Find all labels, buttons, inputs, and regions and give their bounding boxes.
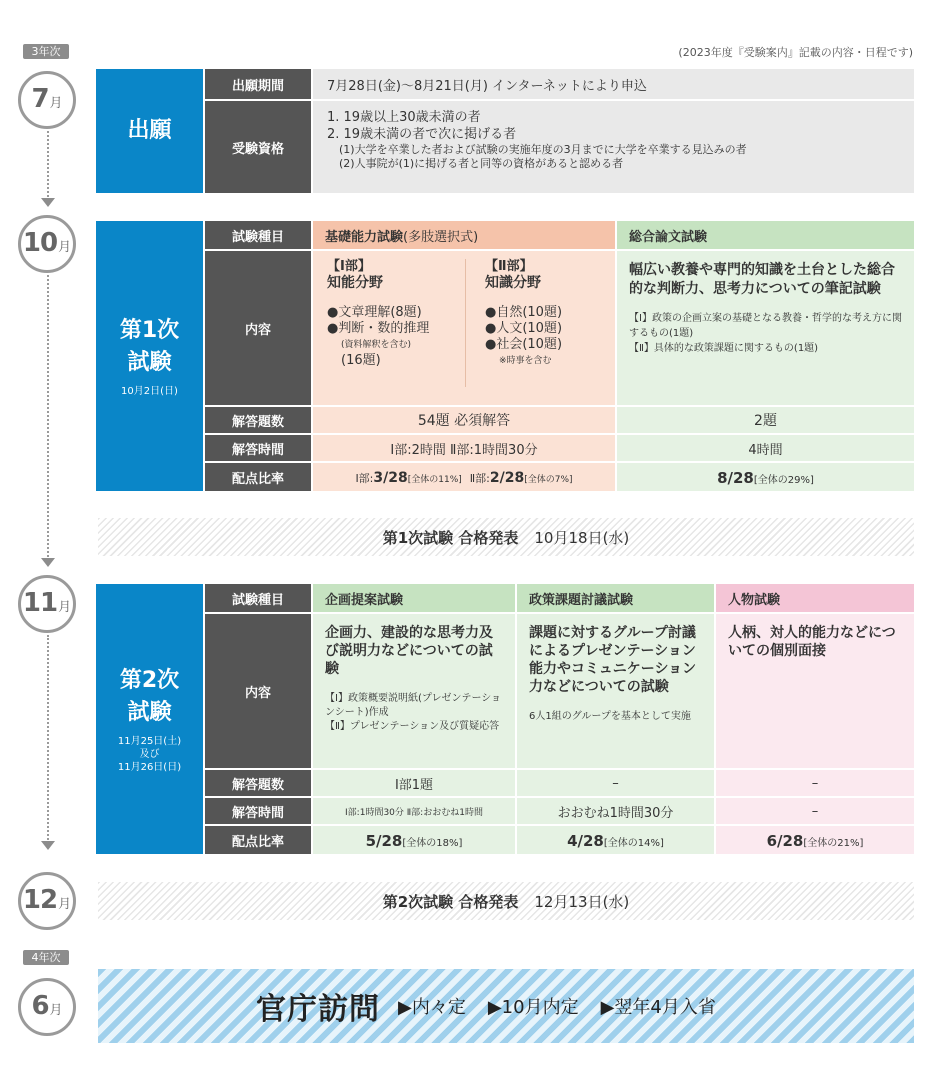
basic-test-name: 基礎能力試験 — [325, 229, 404, 245]
part2-tag: 【Ⅱ部】 — [485, 259, 533, 274]
plan-time-text: Ⅰ部:1時間30分 Ⅱ部:おおむね1時間 — [345, 807, 483, 818]
first-result-date: 10月18日(水) — [534, 528, 630, 547]
second-content-header: 内容 — [205, 614, 311, 768]
month-circle-oct — [18, 215, 76, 273]
part2-note: ※時事を含む — [499, 356, 552, 366]
essay-time-text: 4時間 — [748, 442, 783, 458]
part2-block — [475, 259, 611, 405]
first-result-label: 第1次試験 合格発表 — [382, 528, 519, 547]
timeline-line — [47, 635, 49, 840]
timeline-arrow — [41, 198, 55, 207]
first-result-strip — [98, 518, 914, 556]
interview-description: 人柄、対人的能力などについての個別面接 — [728, 625, 896, 659]
essay-item: 【Ⅱ】具体的な政策課題に関するもの(1題) — [629, 343, 819, 354]
basic-test-sub: (多肢選択式) — [403, 229, 479, 245]
application-label — [96, 69, 203, 193]
policy-ratio — [517, 826, 714, 854]
interview-count — [716, 770, 914, 796]
basic-time-text: Ⅰ部:2時間 Ⅱ部:1時間30分 — [390, 442, 538, 458]
timeline-arrow — [41, 841, 55, 850]
qualification-subitem: (2)人事院が(1)に掲げる者と同等の資格があると認める者 — [339, 157, 624, 170]
timeline-line — [47, 131, 49, 197]
first-type-header: 試験種目 — [205, 221, 311, 249]
basic-test-header — [313, 221, 615, 249]
month-circle-jul — [18, 71, 76, 129]
interview-time-text: – — [811, 803, 819, 819]
plan-time — [313, 798, 515, 824]
interview-time — [716, 798, 914, 824]
part1-block — [327, 259, 475, 405]
second-result-strip — [98, 882, 914, 920]
essay-count-text: 2題 — [754, 413, 777, 429]
part1-item: ●判断・数的推理 — [327, 321, 430, 336]
part1-tag: 【Ⅰ部】 — [327, 259, 371, 274]
part2-item: ●人文(10題) — [485, 321, 563, 336]
second-exam-date-and: 及び — [139, 748, 160, 760]
period-text: 7月28日(金)〜8月21日(月) インターネットにより申込 — [327, 78, 647, 94]
first-exam-date: 10月2日(日) — [121, 385, 178, 397]
first-ratio-header: 配点比率 — [205, 463, 311, 491]
part1-note: (資料解釈を含む) — [341, 340, 412, 350]
essay-count — [617, 407, 914, 433]
basic-ratio — [313, 463, 615, 491]
part-divider — [465, 259, 466, 387]
interview-count-text: – — [811, 775, 819, 791]
period-header: 出願期間 — [205, 69, 311, 99]
second-exam-title-2: 試験 — [127, 699, 172, 725]
source-note: (2023年度『受験案内』記載の内容・日程です) — [678, 46, 913, 59]
year-tag-3: 3年次 — [23, 44, 69, 59]
part2-item: ●自然(10題) — [485, 305, 563, 320]
first-exam-title: 第1次 — [119, 317, 180, 343]
essay-ratio — [617, 463, 914, 491]
first-count-header: 解答題数 — [205, 407, 311, 433]
ratio-value: 2/28 — [489, 470, 525, 486]
first-time-header: 解答時間 — [205, 435, 311, 461]
plan-test-header — [313, 584, 515, 612]
policy-item: 6人1組のグループを基本として実施 — [529, 711, 691, 722]
part2-item: ●社会(10題) — [485, 337, 563, 352]
plan-count-text: Ⅰ部1題 — [394, 777, 434, 793]
qualification-value — [313, 101, 914, 193]
ratio-share: [全体の11%] — [407, 475, 462, 485]
second-result-label: 第2次試験 合格発表 — [382, 892, 519, 911]
month-unit: 月 — [49, 96, 63, 111]
policy-time — [517, 798, 714, 824]
policy-description: 課題に対するグループ討議によるプレゼンテーション能力やコミュニケーション力などについての試験 — [529, 625, 697, 695]
plan-item: 【Ⅱ】プレゼンテーション及び質疑応答 — [325, 721, 500, 732]
second-type-header: 試験種目 — [205, 584, 311, 612]
ratio-value: 8/28 — [717, 469, 754, 487]
qualification-item: 1. 19歳以上30歳未満の者 — [327, 110, 481, 125]
first-exam-label — [96, 221, 203, 491]
ratio-share: [全体の21%] — [803, 838, 864, 849]
timeline-line — [47, 275, 49, 557]
second-exam-date-1: 11月25日(土) — [117, 735, 182, 747]
month-circle-jun — [18, 978, 76, 1036]
essay-content — [617, 251, 914, 405]
first-content-header: 内容 — [205, 251, 311, 405]
policy-test-header — [517, 584, 714, 612]
month-circle-dec — [18, 872, 76, 930]
month-num: 6 — [31, 991, 49, 1021]
step-naitei: ▶内々定 — [398, 997, 466, 1018]
timeline-arrow — [41, 558, 55, 567]
part1-title: 知能分野 — [327, 275, 383, 291]
ratio-value: 4/28 — [567, 832, 604, 850]
second-result-date: 12月13日(水) — [534, 892, 630, 911]
plan-description: 企画力、建設的な思考力及び説明力などについての試験 — [325, 625, 493, 677]
qualification-subitem: (1)大学を卒業した者および試験の実施年度の3月までに大学を卒業する見込みの者 — [339, 143, 747, 156]
second-exam-date-2: 11月26日(日) — [117, 761, 182, 773]
basic-count-text: 54題 必須解答 — [417, 413, 511, 429]
plan-count — [313, 770, 515, 796]
second-exam-label — [96, 584, 203, 854]
interview-ratio — [716, 826, 914, 854]
second-ratio-header: 配点比率 — [205, 826, 311, 854]
essay-description: 幅広い教養や専門的知識を土台とした総合的な判断力、思考力についての筆記試験 — [629, 262, 895, 297]
basic-time — [313, 435, 615, 461]
essay-test-name: 総合論文試験 — [629, 229, 708, 245]
ministry-visit-banner — [98, 969, 914, 1043]
policy-time-text: おおむね1時間30分 — [557, 805, 674, 821]
month-num: 11 — [22, 588, 58, 618]
month-num: 7 — [31, 84, 49, 114]
plan-ratio — [313, 826, 515, 854]
essay-test-header — [617, 221, 914, 249]
ratio-part-label: Ⅱ部: — [469, 472, 490, 485]
interview-content — [716, 614, 914, 768]
policy-content — [517, 614, 714, 768]
policy-count — [517, 770, 714, 796]
plan-item: 【Ⅰ】政策概要説明紙(プレゼンテーションシート)作成 — [325, 693, 502, 718]
qualification-header: 受験資格 — [205, 101, 311, 193]
qualification-item: 2. 19歳未満の者で次に掲げる者 — [327, 127, 517, 142]
second-exam-title: 第2次 — [119, 667, 180, 693]
ratio-share: [全体の7%] — [524, 475, 573, 485]
month-num: 10 — [22, 228, 58, 258]
month-unit: 月 — [58, 240, 72, 255]
month-unit: 月 — [49, 1003, 63, 1018]
ratio-part-label: Ⅰ部: — [355, 472, 374, 485]
period-value — [313, 69, 914, 99]
interview-test-name: 人物試験 — [728, 592, 781, 608]
month-circle-nov — [18, 575, 76, 633]
basic-content — [313, 251, 615, 405]
month-unit: 月 — [58, 897, 72, 912]
ratio-share: [全体の29%] — [753, 475, 814, 486]
ratio-share: [全体の18%] — [402, 838, 463, 849]
ratio-share: [全体の14%] — [603, 838, 664, 849]
essay-time — [617, 435, 914, 461]
second-count-header: 解答題数 — [205, 770, 311, 796]
year-tag-4: 4年次 — [23, 950, 69, 965]
plan-test-name: 企画提案試験 — [325, 592, 404, 608]
application-title: 出願 — [127, 118, 172, 143]
part1-item: ●文章理解(8題) — [327, 305, 422, 320]
plan-content — [313, 614, 515, 768]
ministry-visit-title: 官庁訪問 — [256, 992, 380, 1027]
basic-count — [313, 407, 615, 433]
interview-test-header — [716, 584, 914, 612]
first-exam-title-2: 試験 — [127, 349, 172, 375]
step-naitei-oct: ▶10月内定 — [487, 997, 579, 1018]
policy-test-name: 政策課題討議試験 — [529, 592, 634, 608]
month-num: 12 — [22, 885, 58, 915]
month-unit: 月 — [58, 600, 72, 615]
part2-title: 知識分野 — [485, 275, 541, 291]
step-entry: ▶翌年4月入省 — [600, 997, 716, 1018]
part1-item: (16題) — [341, 353, 381, 368]
second-time-header: 解答時間 — [205, 798, 311, 824]
ratio-value: 6/28 — [766, 832, 804, 850]
ratio-value: 3/28 — [373, 470, 408, 486]
policy-count-text: – — [612, 775, 619, 791]
ratio-value: 5/28 — [365, 832, 403, 850]
essay-item: 【Ⅰ】政策の企画立案の基礎となる教養・哲学的な考え方に関するもの(1題) — [629, 313, 902, 339]
